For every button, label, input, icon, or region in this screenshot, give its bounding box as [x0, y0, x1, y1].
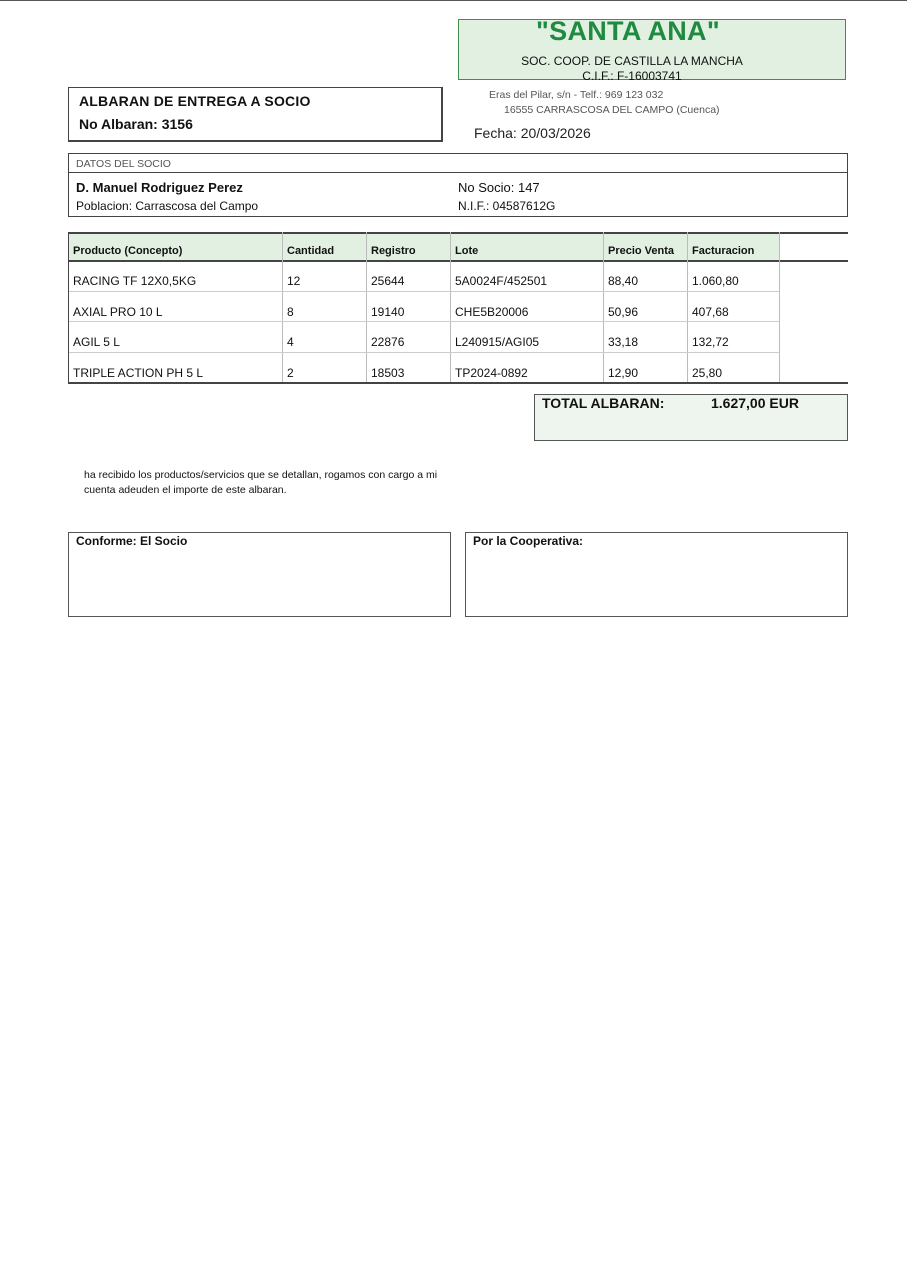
table-cell-facturacion: 1.060,80 [692, 274, 739, 288]
column-header-lote: Lote [455, 245, 479, 257]
table-cell-lote: CHE5B20006 [455, 305, 529, 319]
table-cell-precio: 88,40 [608, 274, 639, 288]
table-top-border [68, 232, 848, 234]
table-cell-lote: 5A0024F/452501 [455, 274, 548, 288]
table-cell-producto: AGIL 5 L [73, 335, 120, 349]
table-col-border [603, 232, 604, 383]
column-header-cantidad: Cantidad [287, 245, 335, 257]
table-cell-cantidad: 8 [287, 305, 294, 319]
table-cell-precio: 33,18 [608, 335, 639, 349]
table-cell-registro: 19140 [371, 305, 405, 319]
socio-divider [68, 172, 848, 173]
table-cell-cantidad: 4 [287, 335, 294, 349]
albaran-title: ALBARAN DE ENTREGA A SOCIO [79, 93, 311, 109]
column-header-facturacion: Facturacion [692, 245, 755, 257]
table-col-border [450, 232, 451, 383]
table-row-divider [69, 291, 779, 292]
column-header-producto: Producto (Concepto) [73, 245, 183, 257]
column-header-precio-venta: Precio Venta [608, 245, 675, 257]
top-rule [0, 0, 907, 1]
total-value: 1.627,00 EUR [711, 395, 799, 411]
table-cell-registro: 22876 [371, 335, 405, 349]
table-col-border [68, 232, 69, 383]
company-postal-address: 16555 CARRASCOSA DEL CAMPO (Cuenca) [504, 104, 720, 116]
albaran-number: No Albaran: 3156 [79, 116, 193, 132]
signature-label-socio: Conforme: El Socio [76, 534, 188, 548]
socio-name: D. Manuel Rodriguez Perez [76, 180, 243, 195]
table-col-border [687, 232, 688, 383]
signature-label-cooperativa: Por la Cooperativa: [473, 534, 584, 548]
table-cell-producto: TRIPLE ACTION PH 5 L [73, 366, 204, 380]
socio-number: No Socio: 147 [458, 180, 540, 195]
socio-section-label: DATOS DEL SOCIO [76, 158, 171, 170]
albaran-date: Fecha: 20/03/2026 [474, 125, 591, 141]
table-cell-precio: 12,90 [608, 366, 639, 380]
table-cell-lote: TP2024-0892 [455, 366, 528, 380]
company-subtitle: SOC. COOP. DE CASTILLA LA MANCHA [521, 54, 743, 68]
socio-poblacion: Poblacion: Carrascosa del Campo [76, 199, 259, 213]
table-row-divider [69, 352, 779, 353]
company-name: "SANTA ANA" [536, 16, 720, 46]
table-cell-registro: 25644 [371, 274, 405, 288]
table-cell-cantidad: 2 [287, 366, 294, 380]
table-cell-lote: L240915/AGI05 [455, 335, 540, 349]
acknowledgement-note: ha recibido los productos/servicios que se detallan, rogamos con cargo a mi cuenta adeuden el importe de este albaran. [84, 469, 438, 496]
table-row-divider [69, 321, 779, 322]
company-address: Eras del Pilar, s/n - Telf.: 969 123 032 [489, 89, 664, 101]
table-cell-precio: 50,96 [608, 305, 639, 319]
table-cell-producto: RACING TF 12X0,5KG [73, 274, 197, 288]
table-cell-registro: 18503 [371, 366, 405, 380]
total-label: TOTAL ALBARAN: [542, 395, 665, 411]
table-col-border [779, 232, 780, 383]
table-bottom-border [68, 382, 848, 384]
socio-nif: N.I.F.: 04587612G [458, 199, 556, 213]
table-cell-producto: AXIAL PRO 10 L [73, 305, 163, 319]
table-col-border [366, 232, 367, 383]
table-header-border [68, 260, 848, 262]
column-header-registro: Registro [371, 245, 416, 257]
company-cif: C.I.F.: F-16003741 [582, 69, 682, 80]
table-cell-facturacion: 25,80 [692, 366, 723, 380]
table-cell-facturacion: 132,72 [692, 335, 729, 349]
table-col-border [282, 232, 283, 383]
table-cell-facturacion: 407,68 [692, 305, 729, 319]
table-cell-cantidad: 12 [287, 274, 301, 288]
